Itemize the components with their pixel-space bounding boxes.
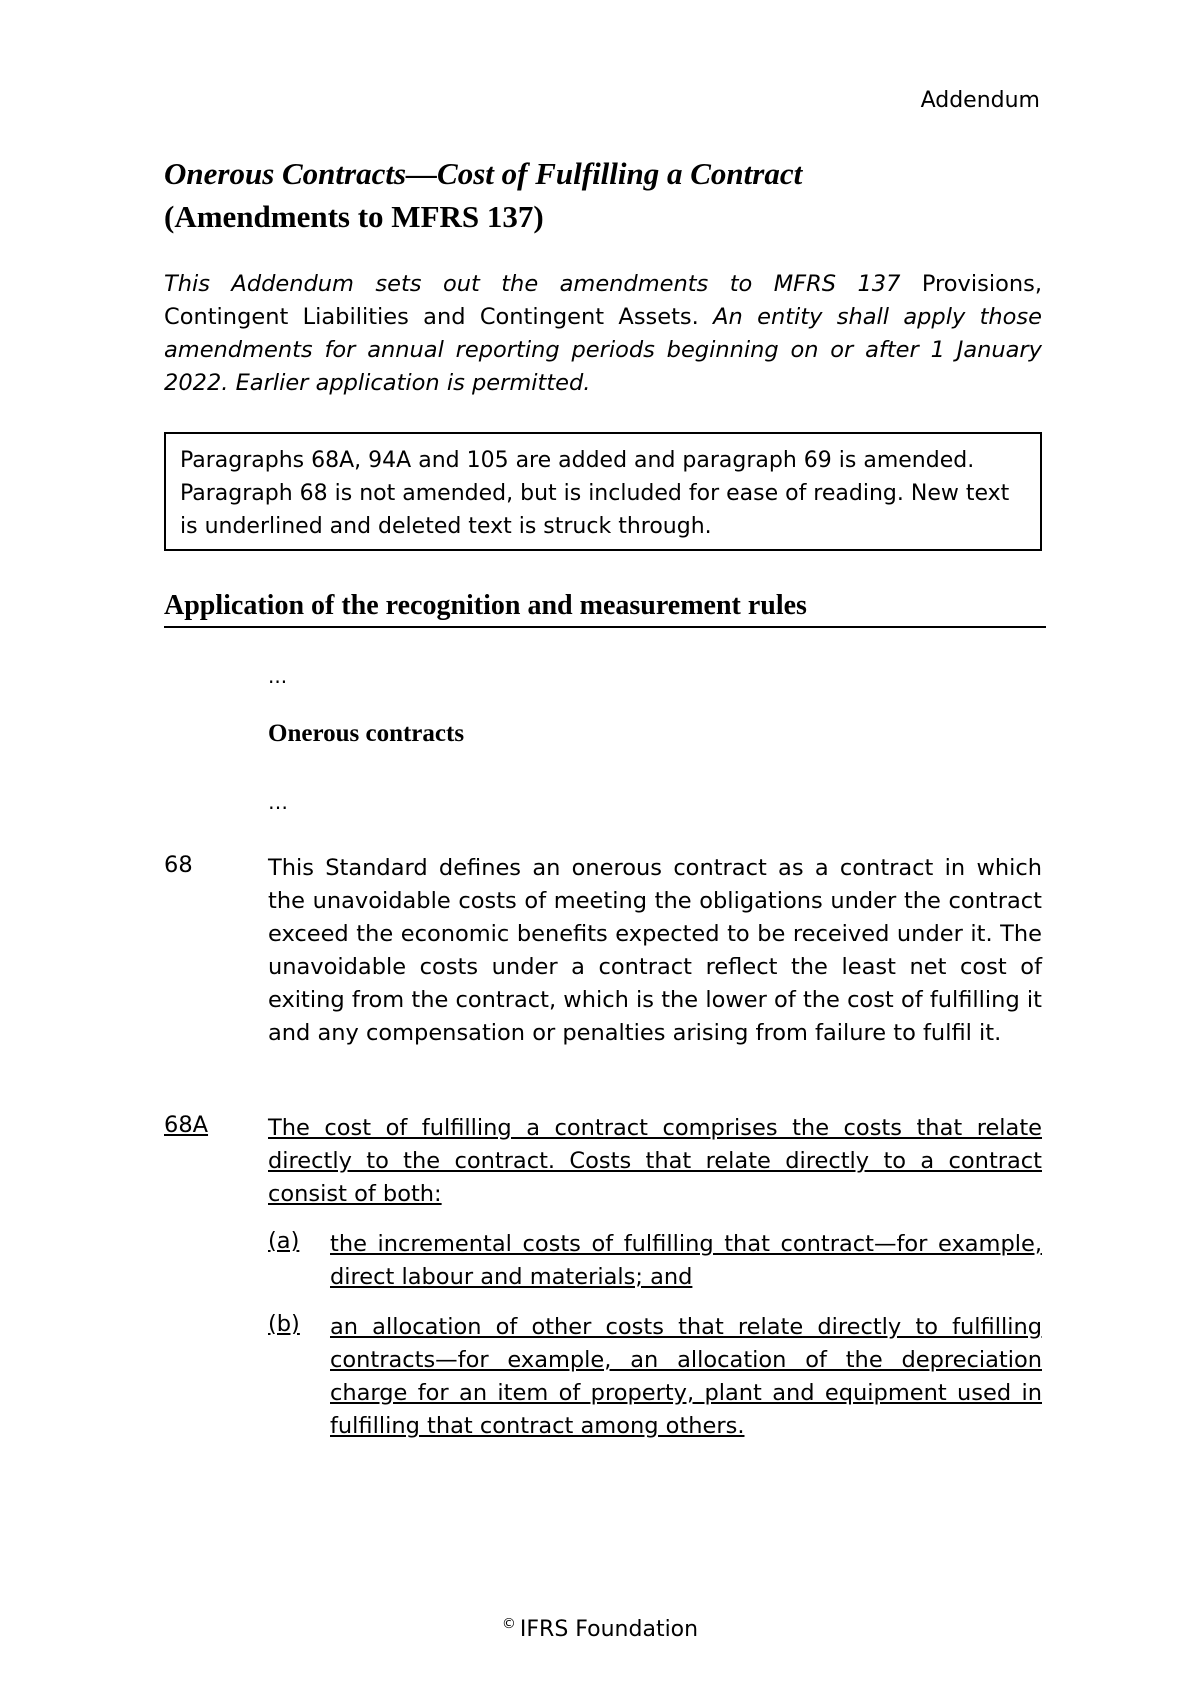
title-line-2: (Amendments to MFRS 137) (164, 199, 544, 234)
page-footer (0, 1616, 1200, 1642)
document-title (164, 152, 1044, 238)
list-item-label-a: (a) (268, 1228, 300, 1254)
title-line-1: Onerous Contracts—Cost of Fulfilling a Contract (164, 156, 803, 191)
footer-text: IFRS Foundation (519, 1617, 699, 1642)
paragraph-number-68: 68 (164, 852, 193, 878)
section-heading: Application of the recognition and measurement rules (164, 588, 1046, 628)
subheading-onerous-contracts: Onerous contracts (268, 720, 465, 747)
intro-part-2: An entity shall apply those amendments for annual reporting periods beginning on or after 1 January 2022. Earlier application is permitted. (164, 304, 1043, 396)
paragraph-68-text: This Standard defines an onerous contract as a contract in which the unavoidable costs of meeting the obligations under the contract exceed the economic benefits expected to be received under it. The unavoidable costs under a contract reflect the least net cost of exiting from the contract, which is the lower of the cost of fulfilling it and any compensation or penalties arising from failure to fulfil it. (268, 855, 1042, 1046)
list-item-text-b: an allocation of other costs that relate directly to fulfilling contracts—for example, an allocation of the depreciation charge for an item of property, plant and equipment used in fulfilling that contract among others. (330, 1314, 1042, 1439)
paragraph-number-68a: 68A (164, 1112, 209, 1138)
notice-box (164, 432, 1042, 551)
ellipsis: ... (268, 664, 288, 688)
copyright-icon: © (501, 1616, 516, 1632)
intro-paragraph (164, 268, 1042, 400)
list-item-text-a: the incremental costs of fulfilling that contract—for example, direct labour and materials; and (330, 1231, 1042, 1290)
list-item-label-b: (b) (268, 1311, 300, 1337)
paragraph-68a-text: The cost of fulfilling a contract comprises the costs that relate directly to the contract. Costs that relate directly to a contract consist of both: (268, 1115, 1042, 1207)
intro-standard-name: Provisions, Contingent Liabilities and Contingent Assets. (164, 271, 1042, 330)
ellipsis: … (268, 790, 288, 814)
intro-part-1: This Addendum sets out the amendments to MFRS 137 (164, 271, 901, 297)
running-header: Addendum (920, 88, 1040, 113)
notice-text: Paragraphs 68A, 94A and 105 are added and paragraph 69 is amended. Paragraph 68 is not amended, but is included for ease of reading. New text is underlined and deleted text is struck through. (180, 448, 1010, 539)
